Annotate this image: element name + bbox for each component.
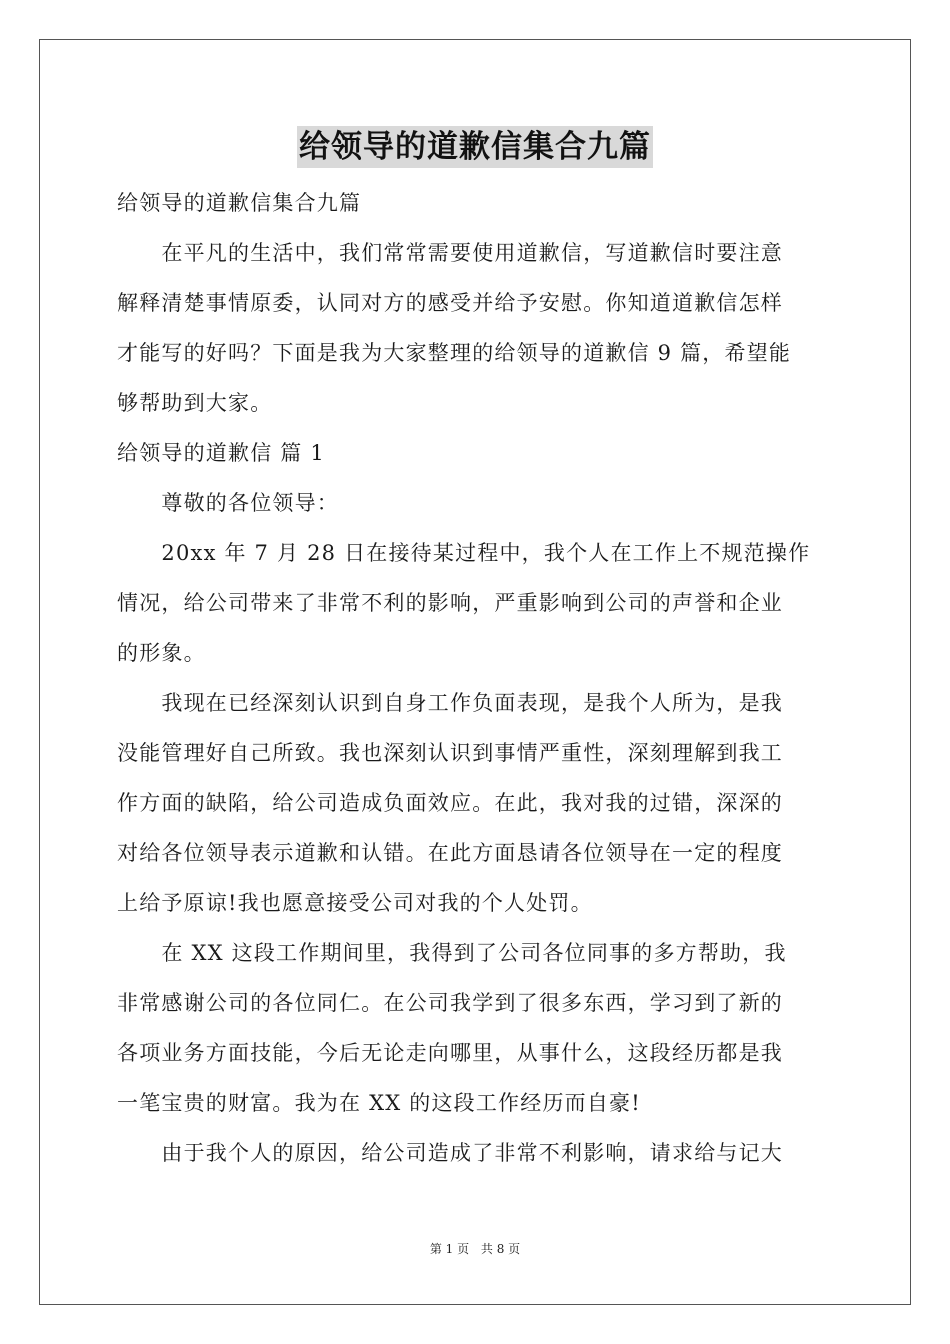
body-line: 情况，给公司带来了非常不利的影响，严重影响到公司的声誉和企业	[117, 591, 783, 615]
body-line: 给领导的道歉信集合九篇	[117, 191, 362, 215]
document-title: 给领导的道歉信集合九篇	[297, 126, 653, 168]
page-footer	[0, 1240, 950, 1257]
body-line: 由于我个人的原因，给公司造成了非常不利影响，请求给与记大	[117, 1141, 783, 1165]
body-line: 作方面的缺陷，给公司造成负面效应。在此，我对我的过错，深深的	[117, 791, 783, 815]
body-line: 各项业务方面技能，今后无论走向哪里，从事什么，这段经历都是我	[117, 1041, 783, 1065]
body-line: 一笔宝贵的财富。我为在 XX 的这段工作经历而自豪!	[117, 1091, 641, 1115]
document-body	[117, 178, 833, 1178]
body-line: 没能管理好自己所致。我也深刻认识到事情严重性，深刻理解到我工	[117, 741, 783, 765]
body-line: 才能写的好吗？下面是我为大家整理的给领导的道歉信 9 篇，希望能	[117, 341, 792, 365]
body-line: 我现在已经深刻认识到自身工作负面表现，是我个人所为，是我	[117, 691, 783, 715]
body-line: 20xx 年 7 月 28 日在接待某过程中，我个人在工作上不规范操作	[117, 541, 811, 565]
body-line: 解释清楚事情原委，认同对方的感受并给予安慰。你知道道歉信怎样	[117, 291, 783, 315]
body-line: 非常感谢公司的各位同仁。在公司我学到了很多东西，学习到了新的	[117, 991, 783, 1015]
body-line: 对给各位领导表示道歉和认错。在此方面恳请各位领导在一定的程度	[117, 841, 783, 865]
body-line: 尊敬的各位领导：	[117, 491, 339, 515]
body-line: 在 XX 这段工作期间里，我得到了公司各位同事的多方帮助，我	[117, 941, 787, 965]
section-heading: 给领导的道歉信 篇 1	[117, 441, 325, 465]
body-line: 够帮助到大家。	[117, 391, 273, 415]
body-line: 的形象。	[117, 641, 206, 665]
page-number: 第 1 页	[429, 1242, 470, 1256]
body-line: 在平凡的生活中，我们常常需要使用道歉信，写道歉信时要注意	[117, 241, 783, 265]
body-line: 上给予原谅!我也愿意接受公司对我的个人处罚。	[117, 891, 593, 915]
page-total: 共 8 页	[480, 1242, 521, 1256]
title-container	[0, 126, 950, 168]
